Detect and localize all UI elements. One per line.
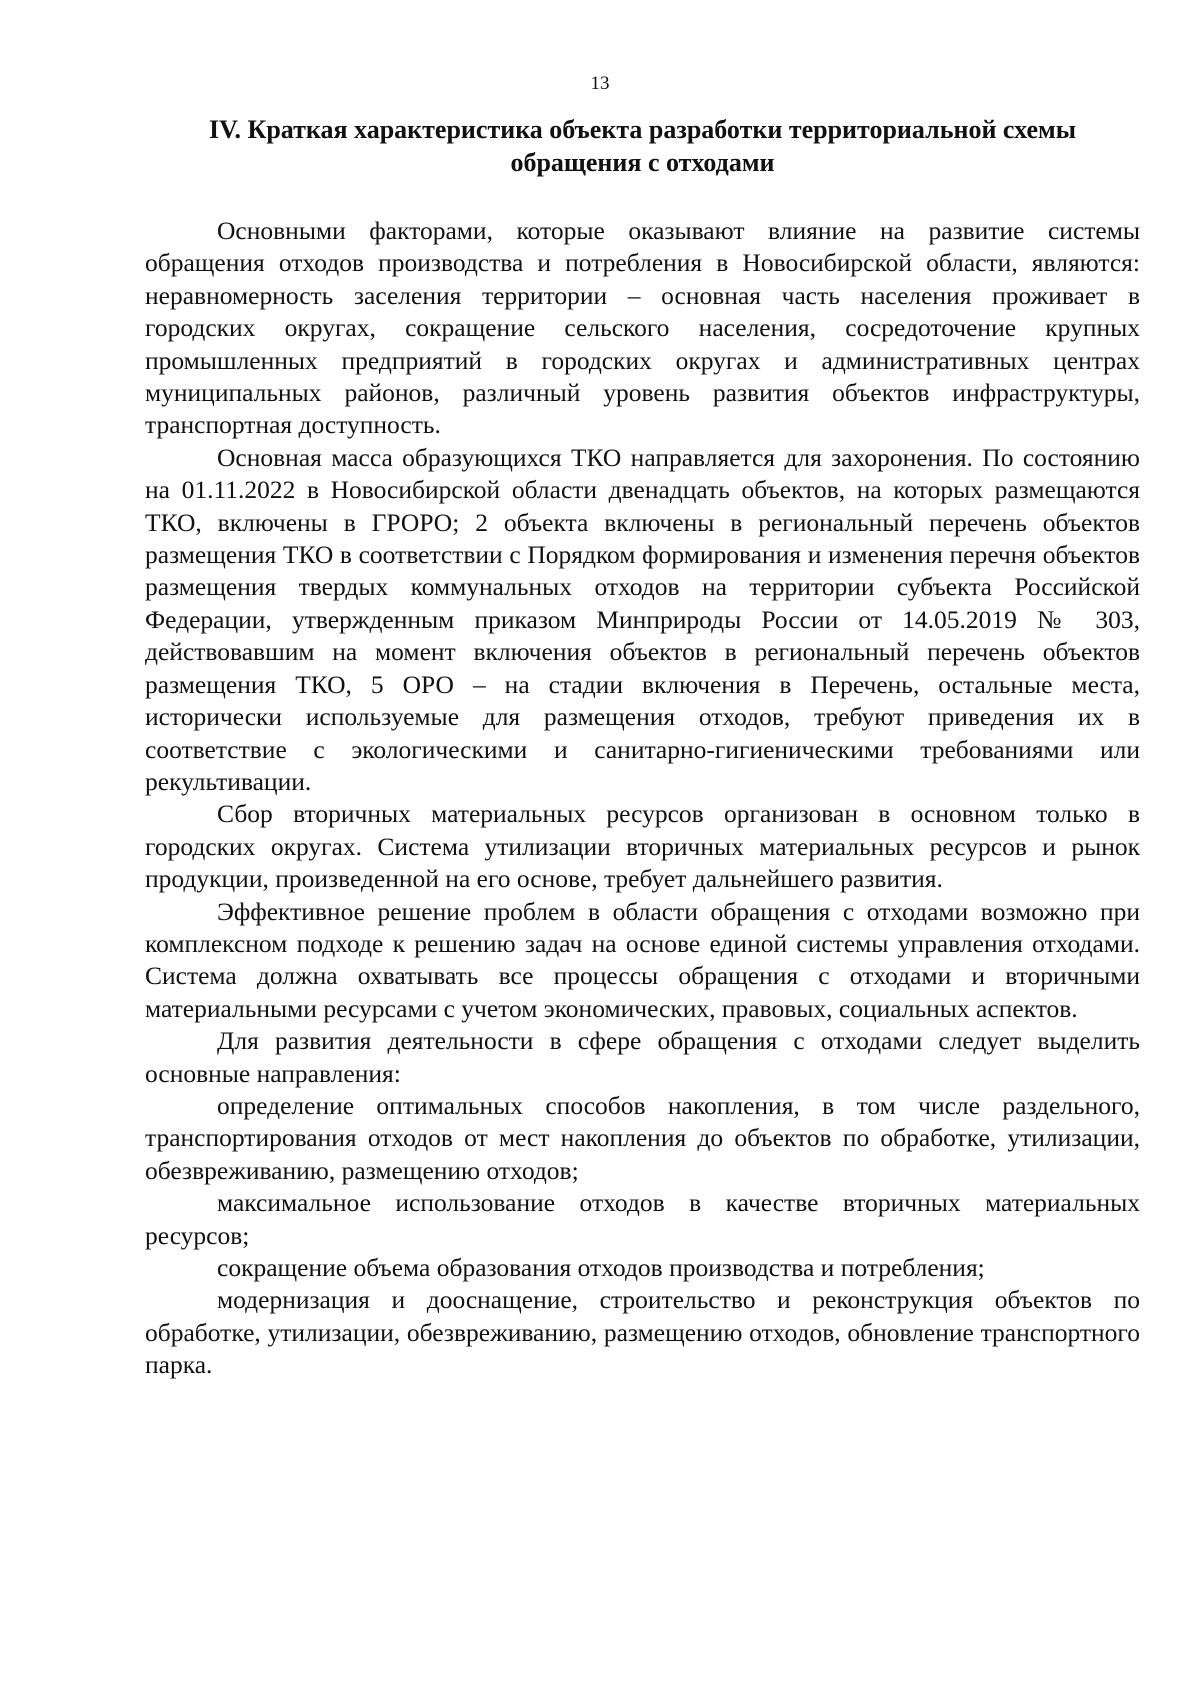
section-heading: IV. Краткая характеристика объекта разработки территориальной схемы обращения с отходами	[208, 115, 1077, 177]
document-body	[145, 215, 1140, 1382]
list-item-reduction: сокращение объема образования отходов производства и потребления;	[217, 1253, 985, 1282]
page-number: 13	[590, 73, 610, 94]
list-item-accumulation: определение оптимальных способов накопления, в том числе раздельного, транспортирования отходов от мест накопления до объектов по обработке, утилизации, обезвреживанию, размещению отходов;	[145, 1090, 1140, 1185]
list-item-modernization: модернизация и дооснащение, строительство и реконструкция объектов по обработке, утилизации, обезвреживанию, размещению отходов, обновление транспортного парка.	[145, 1285, 1140, 1380]
paragraph-factors: Основными факторами, которые оказывают влияние на развитие системы обращения отходов производства и потребления в Новосибирской области, являются: неравномерность заселения территории – основная часть населения проживает в городских округах, сокращение сельского населения, сосредоточение крупных промышленных предприятий в городских округах и административных центрах муниципальных районов, различный уровень развития объектов инфраструктуры, транспортная доступность.	[145, 216, 1140, 440]
paragraph-tko-disposal: Основная масса образующихся ТКО направляется для захоронения. По состоянию на 01.11.2022 в Новосибирской области двенадцать объектов, на которых размещаются ТКО, включены в ГРОРО; 2 объекта включены в региональный перечень объектов размещения ТКО в соответствии с Порядком формирования и изменения перечня объектов размещения твердых коммунальных отходов на территории субъекта Российской Федерации, утвержденным приказом Минприроды России от 14.05.2019 № 303, действовавшим на момент включения объектов в региональный перечень объектов размещения ТКО, 5 ОРО – на стадии включения в Перечень, остальные места, исторически используемые для размещения отходов, требуют приведения их в соответствие с экологическими и санитарно-гигиеническими требованиями или рекультивации.	[145, 442, 1140, 796]
paragraph-effective-solution: Эффективное решение проблем в области обращения с отходами возможно при комплексном подходе к решению задач на основе единой системы управления отходами. Система должна охватывать все процессы обращения с отходами и вторичными материальными ресурсами с учетом экономических, правовых, социальных аспектов.	[145, 896, 1140, 1023]
list-item-max-use: максимальное использование отходов в качестве вторичных материальных ресурсов;	[145, 1188, 1140, 1250]
paragraph-directions-intro: Для развития деятельности в сфере обращения с отходами следует выделить основные направления:	[145, 1026, 1140, 1088]
paragraph-secondary-resources: Сбор вторичных материальных ресурсов организован в основном только в городских округах. Система утилизации вторичных материальных ресурсов и рынок продукции, произведенной на его основе, требует дальнейшего развития.	[145, 799, 1140, 894]
